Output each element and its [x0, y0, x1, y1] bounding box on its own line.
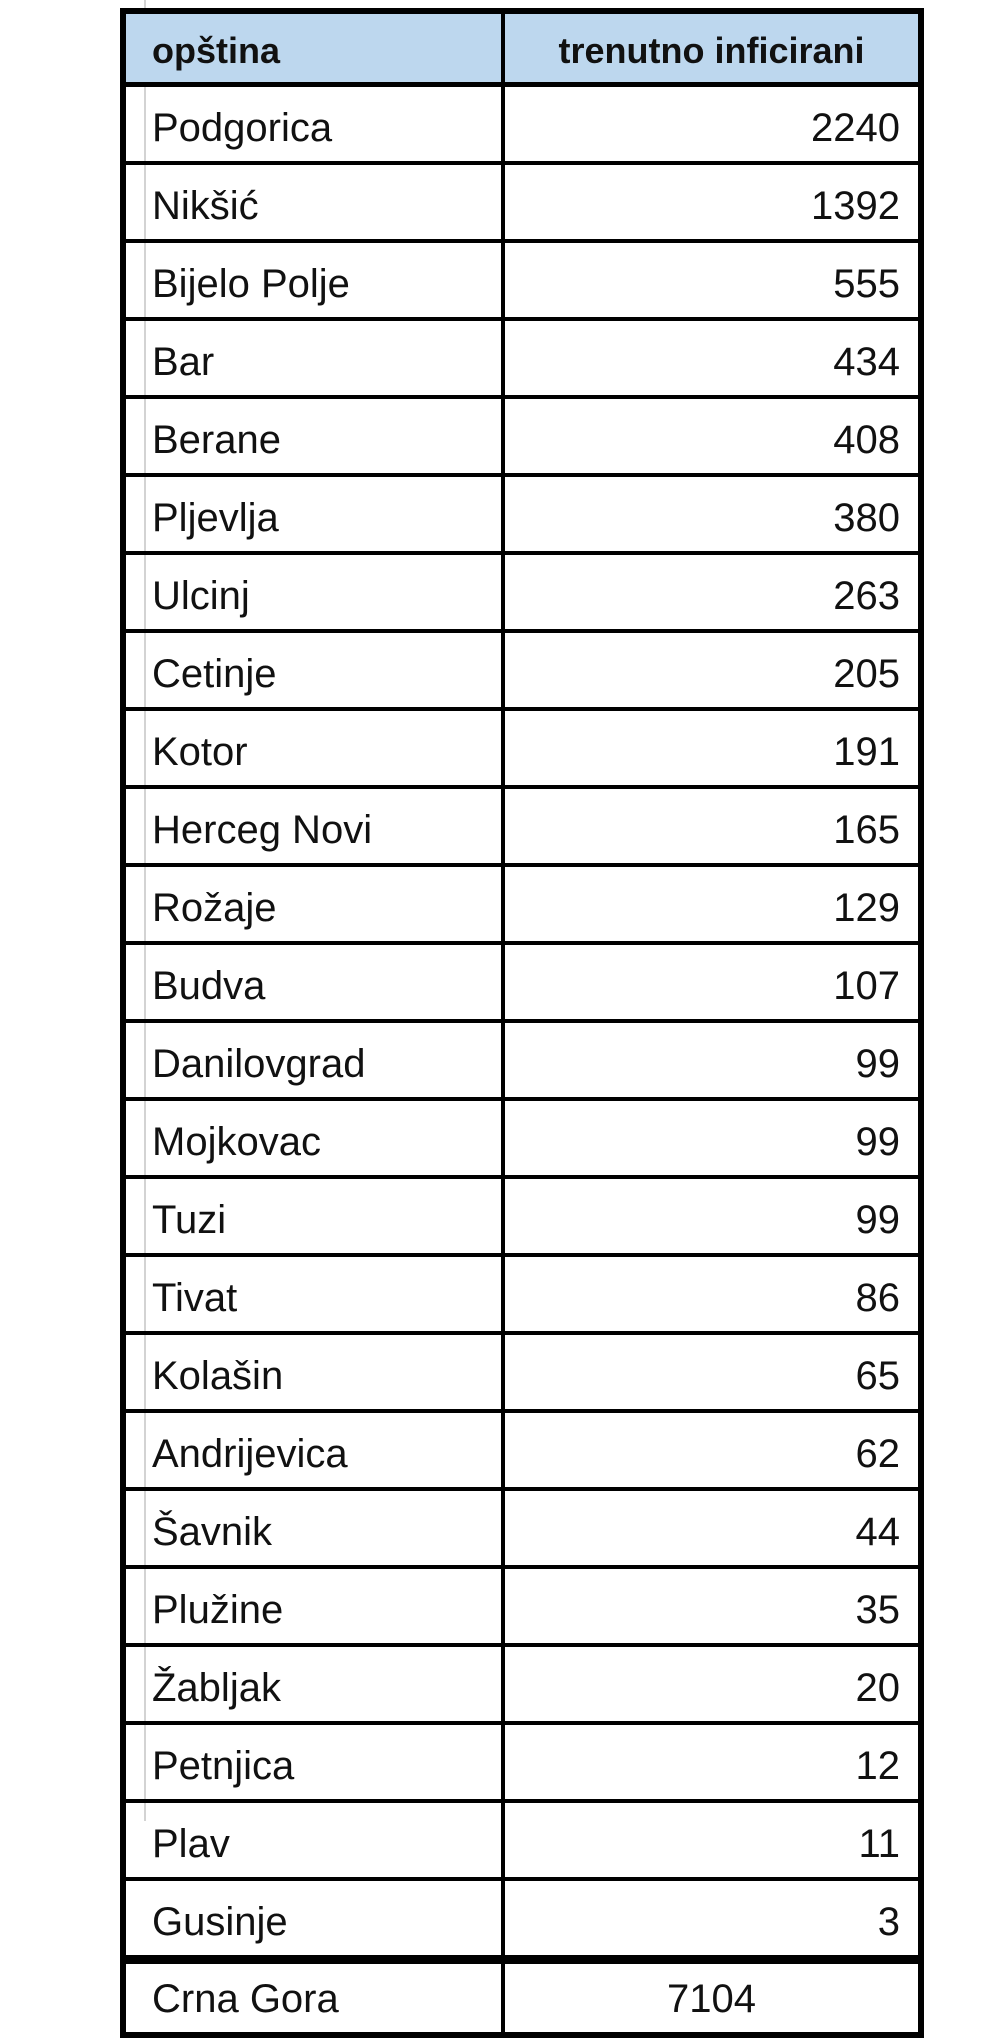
table-row — [123, 865, 921, 943]
table-row — [123, 1333, 921, 1411]
table-row — [123, 943, 921, 1021]
municipality-cell: Kotor — [123, 709, 503, 787]
municipality-cell: Mojkovac — [123, 1099, 503, 1177]
table-row — [123, 1723, 921, 1801]
municipality-cell: Andrijevica — [123, 1411, 503, 1489]
municipality-cell: Žabljak — [123, 1645, 503, 1723]
table-row — [123, 1099, 921, 1177]
table-row — [123, 1021, 921, 1099]
municipality-cell: Podgorica — [123, 85, 503, 164]
table-row — [123, 1567, 921, 1645]
infected-count-cell: 20 — [503, 1645, 921, 1723]
municipality-cell: Kolašin — [123, 1333, 503, 1411]
municipality-cell: Nikšić — [123, 163, 503, 241]
municipality-cell: Pljevlja — [123, 475, 503, 553]
header-row — [123, 11, 921, 85]
municipality-cell: Berane — [123, 397, 503, 475]
infected-count-cell: 107 — [503, 943, 921, 1021]
municipality-cell: Plav — [123, 1801, 503, 1879]
infected-count-cell: 1392 — [503, 163, 921, 241]
municipality-cell: Bar — [123, 319, 503, 397]
infected-count-cell: 44 — [503, 1489, 921, 1567]
table-row — [123, 1879, 921, 1960]
municipality-cell: Rožaje — [123, 865, 503, 943]
infected-count-cell: 129 — [503, 865, 921, 943]
municipality-cell: Herceg Novi — [123, 787, 503, 865]
infected-count-cell: 434 — [503, 319, 921, 397]
infected-count-cell: 3 — [503, 1879, 921, 1960]
municipality-cell: Budva — [123, 943, 503, 1021]
table-row — [123, 85, 921, 164]
total-value: 7104 — [503, 1960, 921, 2036]
infected-count-cell: 65 — [503, 1333, 921, 1411]
infected-count-cell: 165 — [503, 787, 921, 865]
table-row — [123, 241, 921, 319]
infections-table — [120, 8, 924, 2038]
infected-count-cell: 99 — [503, 1099, 921, 1177]
infected-count-cell: 12 — [503, 1723, 921, 1801]
infected-count-cell: 408 — [503, 397, 921, 475]
infected-count-cell: 2240 — [503, 85, 921, 164]
table-row — [123, 163, 921, 241]
municipality-cell: Bijelo Polje — [123, 241, 503, 319]
table-row — [123, 1411, 921, 1489]
municipality-cell: Tivat — [123, 1255, 503, 1333]
infected-count-cell: 99 — [503, 1177, 921, 1255]
table-row — [123, 1645, 921, 1723]
municipality-cell: Tuzi — [123, 1177, 503, 1255]
infected-count-cell: 99 — [503, 1021, 921, 1099]
municipality-cell: Petnjica — [123, 1723, 503, 1801]
table-body — [123, 85, 921, 1960]
infected-count-cell: 62 — [503, 1411, 921, 1489]
table-row — [123, 475, 921, 553]
total-label: Crna Gora — [123, 1960, 503, 2036]
table-row — [123, 1801, 921, 1879]
table-row — [123, 319, 921, 397]
municipality-cell: Ulcinj — [123, 553, 503, 631]
municipality-cell: Šavnik — [123, 1489, 503, 1567]
infected-count-cell: 35 — [503, 1567, 921, 1645]
infected-count-cell: 380 — [503, 475, 921, 553]
infected-count-cell: 11 — [503, 1801, 921, 1879]
table-row — [123, 1255, 921, 1333]
municipality-cell: Cetinje — [123, 631, 503, 709]
table-row — [123, 1177, 921, 1255]
column-header-trenutno-inficirani: trenutno inficirani — [503, 11, 921, 85]
infected-count-cell: 205 — [503, 631, 921, 709]
infected-count-cell: 191 — [503, 709, 921, 787]
table-row — [123, 787, 921, 865]
table-row — [123, 397, 921, 475]
column-header-opstina: opština — [123, 11, 503, 85]
municipality-cell: Gusinje — [123, 1879, 503, 1960]
table-row — [123, 1489, 921, 1567]
infected-count-cell: 263 — [503, 553, 921, 631]
infected-count-cell: 86 — [503, 1255, 921, 1333]
table-row — [123, 709, 921, 787]
table-row — [123, 553, 921, 631]
municipality-cell: Danilovgrad — [123, 1021, 503, 1099]
infected-count-cell: 555 — [503, 241, 921, 319]
municipality-cell: Plužine — [123, 1567, 503, 1645]
total-row — [123, 1960, 921, 2036]
table-row — [123, 631, 921, 709]
